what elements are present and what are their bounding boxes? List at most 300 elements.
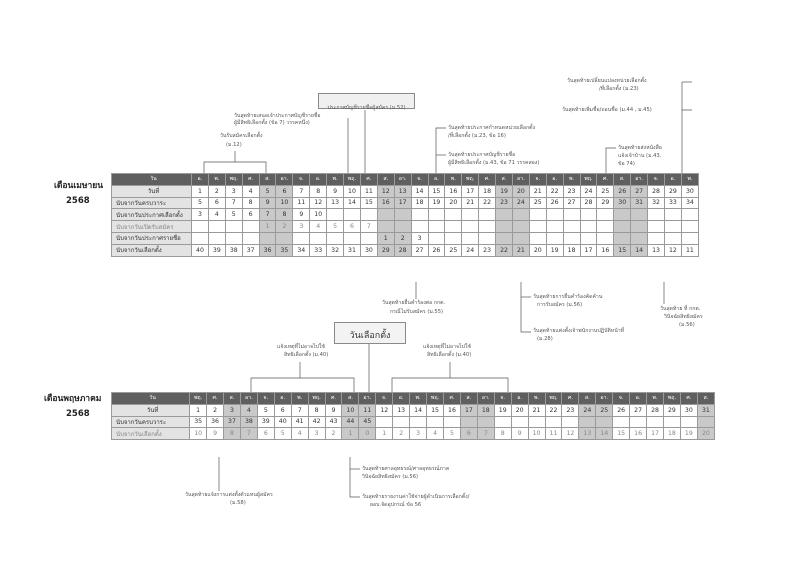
april-cell: [614, 232, 631, 244]
april-cell: 16: [597, 244, 614, 256]
april-calendar-table: [111, 173, 699, 257]
april-cell: 12: [377, 185, 394, 197]
april-cell: [546, 232, 563, 244]
april-cell: 13: [327, 197, 344, 209]
may-cell: 11: [545, 428, 562, 440]
may-cell: อ.: [630, 393, 647, 405]
april-cell: [496, 209, 513, 221]
april-cell: 11: [293, 197, 310, 209]
april-cell: 15: [614, 244, 631, 256]
may-row-label: นับจากวันเลือกตั้ง: [112, 428, 190, 440]
may-cell: ส.: [460, 393, 477, 405]
may-cell: อา.: [359, 393, 376, 405]
april-cell: 27: [411, 244, 428, 256]
april-cell: 2: [276, 221, 293, 233]
may-cell: 14: [410, 404, 427, 416]
may-cell: อ.: [511, 393, 528, 405]
may-cell: 17: [647, 428, 664, 440]
election-day-label: วันเลือกตั้ง: [349, 331, 391, 341]
april-cell: [394, 209, 411, 221]
april-cell: 32: [327, 244, 344, 256]
april-cell: 36: [259, 244, 276, 256]
may-cell: 1: [190, 404, 207, 416]
april-cell: [411, 209, 428, 221]
april-cell: [512, 209, 529, 221]
april-cell: อา.: [394, 174, 411, 186]
april-cell: [496, 221, 513, 233]
april-cell: 5: [327, 221, 344, 233]
candidate-list-label: ประกาศบัญชีรายชื่อผู้สมัคร (ม.52): [327, 105, 406, 111]
april-cell: 29: [597, 197, 614, 209]
may-cell: 1: [376, 428, 393, 440]
may-cell: ส.: [224, 393, 241, 405]
may-cell: ศ.: [325, 393, 342, 405]
april-cell: 9: [293, 209, 310, 221]
april-cell: 3: [411, 232, 428, 244]
april-cell: ส.: [259, 174, 276, 186]
may-cell: [630, 416, 647, 428]
april-cell: 7: [360, 221, 377, 233]
april-cell: [411, 221, 428, 233]
april-cell: [327, 232, 344, 244]
note-result-1: วันสุดท้ายศาลอุทธรณ์/ศาลอุทธรณ์ภาค: [362, 466, 450, 472]
april-cell: [664, 221, 681, 233]
may-cell: จ.: [257, 393, 274, 405]
april-cell: 1: [377, 232, 394, 244]
april-cell: [580, 209, 597, 221]
may-cell: อ.: [274, 393, 291, 405]
april-cell: อา.: [276, 174, 293, 186]
may-cell: 43: [325, 416, 342, 428]
april-cell: 28: [394, 244, 411, 256]
may-row-term-end: [112, 416, 715, 428]
april-cell: [631, 221, 648, 233]
april-cell: 27: [631, 185, 648, 197]
note-app-open: วันรับสมัครเลือกตั้ง: [220, 133, 263, 139]
may-cell: 16: [630, 428, 647, 440]
may-cell: 4: [291, 428, 308, 440]
april-cell: [597, 232, 614, 244]
april-cell: 26: [614, 185, 631, 197]
april-cell: [377, 221, 394, 233]
april-cell: 1: [192, 185, 209, 197]
april-cell: 13: [648, 244, 665, 256]
april-cell: 24: [512, 197, 529, 209]
note-app-open-ref: (ม.12): [226, 142, 242, 148]
april-cell: 23: [563, 185, 580, 197]
april-cell: 21: [529, 185, 546, 197]
april-cell: 20: [529, 244, 546, 256]
may-cell: 18: [477, 404, 494, 416]
april-cell: [546, 209, 563, 221]
april-row-name-announcement: [112, 232, 699, 244]
may-cell: พฤ.: [427, 393, 444, 405]
may-cell: 4: [240, 404, 257, 416]
april-cell: อา.: [512, 174, 529, 186]
april-cell: 3: [192, 209, 209, 221]
april-cell: อ.: [428, 174, 445, 186]
april-cell: 33: [664, 197, 681, 209]
may-cell: 31: [697, 404, 714, 416]
april-row-label: นับจากวันเลือกตั้ง: [112, 244, 192, 256]
april-cell: 1: [259, 221, 276, 233]
may-cell: [697, 416, 714, 428]
april-cell: 18: [479, 185, 496, 197]
may-cell: 2: [207, 404, 224, 416]
april-cell: [479, 221, 496, 233]
may-cell: พ.: [647, 393, 664, 405]
april-cell: 34: [681, 197, 698, 209]
may-year: 2568: [66, 409, 90, 419]
april-cell: [529, 221, 546, 233]
note-voter-announce-1: วันสุดท้ายประกาศบัญชีรายชื่อ: [448, 152, 516, 158]
april-row-label: นับจากวันเปิดรับสมัคร: [112, 221, 192, 233]
april-cell: [631, 209, 648, 221]
may-cell: 29: [663, 404, 680, 416]
may-cell: 16: [444, 404, 461, 416]
april-cell: ส.: [496, 174, 513, 186]
note-after-1: แจ้งเหตุที่ไม่อาจไปใช้: [423, 344, 471, 350]
may-cell: 22: [545, 404, 562, 416]
april-cell: [563, 232, 580, 244]
april-cell: 4: [310, 221, 327, 233]
note-report-1: วันสุดท้ายรายงานค่าใช้จ่ายผู้ดำเนินการเลือกตั้ง/: [362, 494, 470, 500]
april-cell: [597, 209, 614, 221]
note-appoint-1: วันสุดท้ายแต่งตั้งเจ้าพนักงานปฏิบัติหน้าที่: [533, 328, 625, 334]
april-cell: 12: [664, 244, 681, 256]
april-cell: 30: [681, 185, 698, 197]
may-row-label: วันที่: [112, 404, 190, 416]
may-cell: 1: [342, 428, 359, 440]
april-cell: 8: [276, 209, 293, 221]
may-cell: [410, 416, 427, 428]
april-row-application-open: [112, 221, 699, 233]
may-cell: ส.: [342, 393, 359, 405]
april-row-election-day: [112, 244, 699, 256]
april-cell: 23: [496, 197, 513, 209]
april-cell: 18: [563, 244, 580, 256]
april-cell: 34: [293, 244, 310, 256]
may-cell: 13: [579, 428, 596, 440]
note-voter-list-1: วันสุดท้ายเสนอเจ้าประกาศบัญชีรายชื่อ: [234, 113, 321, 119]
note-notice-2: แจ้งเจ้าบ้าน (ม.43,: [618, 153, 662, 159]
note-voter-announce-2: ผู้มีสิทธิเลือกตั้ง (ม.43, ข้อ 71 วรรคสอง): [448, 160, 540, 166]
note-objection-2: การรับสมัคร (ม.56): [537, 302, 583, 308]
april-cell: 19: [546, 244, 563, 256]
april-cell: 7: [259, 209, 276, 221]
april-cell: [428, 232, 445, 244]
april-row-label: วัน: [112, 174, 192, 186]
april-cell: [310, 232, 327, 244]
april-cell: 2: [208, 185, 225, 197]
april-cell: 8: [310, 185, 327, 197]
april-cell: 28: [580, 197, 597, 209]
april-cell: ส.: [614, 174, 631, 186]
april-cell: [664, 209, 681, 221]
april-cell: 38: [225, 244, 242, 256]
may-cell: 6: [460, 428, 477, 440]
april-cell: 30: [614, 197, 631, 209]
april-cell: 10: [310, 209, 327, 221]
april-cell: 16: [377, 197, 394, 209]
april-cell: 22: [479, 197, 496, 209]
may-cell: อา.: [596, 393, 613, 405]
may-cell: พ.: [410, 393, 427, 405]
april-cell: 7: [293, 185, 310, 197]
may-cell: [460, 416, 477, 428]
april-cell: 17: [394, 197, 411, 209]
may-cell: [477, 416, 494, 428]
note-report-2: ผอบ.จัดอุปกรณ์ ข้อ 56: [370, 502, 422, 508]
april-cell: 17: [580, 244, 597, 256]
note-ect-3: (ม.56): [679, 322, 695, 328]
april-row-announcement: [112, 209, 699, 221]
april-cell: 28: [648, 185, 665, 197]
april-cell: [546, 221, 563, 233]
april-cell: ศ.: [479, 174, 496, 186]
may-cell: [596, 416, 613, 428]
april-cell: [614, 221, 631, 233]
may-cell: ส.: [579, 393, 596, 405]
may-cell: 40: [274, 416, 291, 428]
april-cell: 35: [276, 244, 293, 256]
april-cell: 31: [631, 197, 648, 209]
april-cell: 19: [428, 197, 445, 209]
may-cell: ศ.: [444, 393, 461, 405]
april-cell: [580, 221, 597, 233]
may-cell: [562, 416, 579, 428]
may-cell: [393, 416, 410, 428]
april-cell: [597, 221, 614, 233]
april-cell: [479, 209, 496, 221]
april-cell: 17: [462, 185, 479, 197]
may-cell: 7: [240, 428, 257, 440]
may-cell: 2: [393, 428, 410, 440]
april-cell: 6: [242, 209, 259, 221]
april-cell: [648, 232, 665, 244]
may-cell: 28: [647, 404, 664, 416]
may-cell: 15: [427, 404, 444, 416]
april-cell: 24: [462, 244, 479, 256]
may-cell: ส.: [697, 393, 714, 405]
may-cell: [494, 416, 511, 428]
april-cell: 24: [580, 185, 597, 197]
april-cell: [462, 209, 479, 221]
april-cell: 15: [428, 185, 445, 197]
april-cell: 11: [681, 244, 698, 256]
april-cell: [681, 209, 698, 221]
april-cell: พ.: [563, 174, 580, 186]
april-cell: [377, 209, 394, 221]
note-petition-1: วันสุดท้ายยื่นคำร้องต่อ กกต.: [382, 300, 446, 306]
may-cell: 5: [257, 404, 274, 416]
may-cell: [528, 416, 545, 428]
april-row-label: วันที่: [112, 185, 192, 197]
may-calendar-table: [111, 392, 715, 440]
april-cell: 26: [546, 197, 563, 209]
april-cell: อ.: [546, 174, 563, 186]
may-cell: 5: [444, 428, 461, 440]
may-row-label: วัน: [112, 393, 190, 405]
may-cell: ศ.: [207, 393, 224, 405]
april-cell: จ.: [293, 174, 310, 186]
may-cell: 12: [562, 428, 579, 440]
may-cell: 37: [224, 416, 241, 428]
may-cell: 45: [359, 416, 376, 428]
april-cell: พฤ.: [344, 174, 361, 186]
april-cell: [208, 221, 225, 233]
may-row-label: นับจากวันครบวาระ: [112, 416, 190, 428]
may-cell: อา.: [240, 393, 257, 405]
april-cell: 5: [259, 185, 276, 197]
april-cell: 30: [360, 244, 377, 256]
may-cell: 38: [240, 416, 257, 428]
april-cell: 25: [529, 197, 546, 209]
april-cell: 3: [293, 221, 310, 233]
april-cell: 15: [360, 197, 377, 209]
may-cell: 9: [207, 428, 224, 440]
note-ect-2: วินิจฉัยสิทธิสมัคร: [664, 314, 703, 320]
may-row-election-day: [112, 428, 715, 440]
april-cell: [681, 221, 698, 233]
april-cell: 14: [411, 185, 428, 197]
april-cell: [681, 232, 698, 244]
april-cell: [445, 221, 462, 233]
may-cell: 36: [207, 416, 224, 428]
may-cell: 3: [308, 428, 325, 440]
election-day-box: [334, 322, 406, 344]
april-cell: พ.: [445, 174, 462, 186]
april-cell: 21: [512, 244, 529, 256]
april-cell: 6: [344, 221, 361, 233]
may-cell: พฤ.: [308, 393, 325, 405]
may-cell: 23: [562, 404, 579, 416]
may-cell: 9: [511, 428, 528, 440]
april-cell: อา.: [631, 174, 648, 186]
april-cell: [563, 221, 580, 233]
april-cell: [208, 232, 225, 244]
april-cell: อ.: [664, 174, 681, 186]
note-appoint-2: (ม.28): [537, 336, 553, 342]
may-cell: 5: [274, 428, 291, 440]
may-cell: [647, 416, 664, 428]
may-cell: จ.: [494, 393, 511, 405]
april-cell: [344, 232, 361, 244]
april-cell: 5: [225, 209, 242, 221]
april-cell: 4: [208, 209, 225, 221]
april-cell: ศ.: [597, 174, 614, 186]
april-cell: 29: [664, 185, 681, 197]
april-cell: ศ.: [242, 174, 259, 186]
may-cell: 10: [190, 428, 207, 440]
may-cell: 2: [325, 428, 342, 440]
may-cell: 6: [257, 428, 274, 440]
may-cell: 42: [308, 416, 325, 428]
may-cell: พฤ.: [545, 393, 562, 405]
april-cell: [192, 221, 209, 233]
april-cell: 7: [225, 197, 242, 209]
may-cell: 44: [342, 416, 359, 428]
april-title: เดือนเมษายน: [54, 181, 104, 191]
april-cell: [360, 232, 377, 244]
april-cell: จ.: [529, 174, 546, 186]
note-rep-2: (ม.58): [230, 500, 246, 506]
april-cell: [293, 232, 310, 244]
may-cell: 0: [359, 428, 376, 440]
may-cell: 19: [680, 428, 697, 440]
april-cell: [428, 221, 445, 233]
april-cell: 31: [344, 244, 361, 256]
may-cell: 8: [308, 404, 325, 416]
april-cell: [664, 232, 681, 244]
may-cell: 18: [663, 428, 680, 440]
april-cell: 25: [445, 244, 462, 256]
may-cell: อ.: [393, 393, 410, 405]
may-cell: พฤ.: [190, 393, 207, 405]
april-cell: 19: [496, 185, 513, 197]
april-cell: [479, 232, 496, 244]
april-row-label: นับจากวันประกาศเลือกตั้ง: [112, 209, 192, 221]
may-cell: 8: [224, 428, 241, 440]
april-cell: จ.: [411, 174, 428, 186]
may-cell: 25: [596, 404, 613, 416]
april-cell: 16: [445, 185, 462, 197]
april-cell: 20: [445, 197, 462, 209]
april-cell: 11: [360, 185, 377, 197]
note-rep-1: วันสุดท้ายแจ้งการแต่งตั้งตัวแทนผู้สมัคร: [185, 492, 273, 498]
note-result-2: วินิจฉัยสิทธิสมัคร (ม.56): [362, 474, 419, 480]
april-cell: 22: [546, 185, 563, 197]
note-polling-unit-2: /ที่เลือกตั้ง (ม.23, ข้อ 16): [448, 133, 506, 139]
april-cell: 6: [208, 197, 225, 209]
april-cell: [631, 232, 648, 244]
may-cell: [680, 416, 697, 428]
april-cell: [648, 221, 665, 233]
may-row-weekday: [112, 393, 715, 405]
april-cell: 23: [479, 244, 496, 256]
april-cell: พฤ.: [462, 174, 479, 186]
may-cell: พ.: [528, 393, 545, 405]
may-cell: 15: [613, 428, 630, 440]
april-cell: 13: [394, 185, 411, 197]
april-cell: จ.: [648, 174, 665, 186]
may-title: เดือนพฤษภาคม: [44, 394, 102, 404]
april-cell: 14: [631, 244, 648, 256]
april-cell: [563, 209, 580, 221]
may-cell: ศ.: [562, 393, 579, 405]
april-cell: 4: [242, 185, 259, 197]
april-cell: 29: [377, 244, 394, 256]
april-row-weekday: [112, 174, 699, 186]
april-cell: [192, 232, 209, 244]
april-cell: 10: [276, 197, 293, 209]
candidate-list-box: [318, 93, 415, 109]
april-cell: 26: [428, 244, 445, 256]
april-cell: 5: [192, 197, 209, 209]
april-cell: 40: [192, 244, 209, 256]
april-cell: [242, 221, 259, 233]
note-before-1: แจ้งเหตุที่ไม่อาจไปใช้: [277, 344, 325, 350]
april-cell: 9: [327, 185, 344, 197]
april-cell: 25: [597, 185, 614, 197]
april-cell: 8: [242, 197, 259, 209]
note-after-2: สิทธิเลือกตั้ง (ม.40): [427, 352, 472, 358]
may-cell: 21: [528, 404, 545, 416]
may-cell: 41: [291, 416, 308, 428]
april-row-label: นับจากวันประกาศรายชื่อ: [112, 232, 192, 244]
april-cell: [259, 232, 276, 244]
may-cell: 39: [257, 416, 274, 428]
